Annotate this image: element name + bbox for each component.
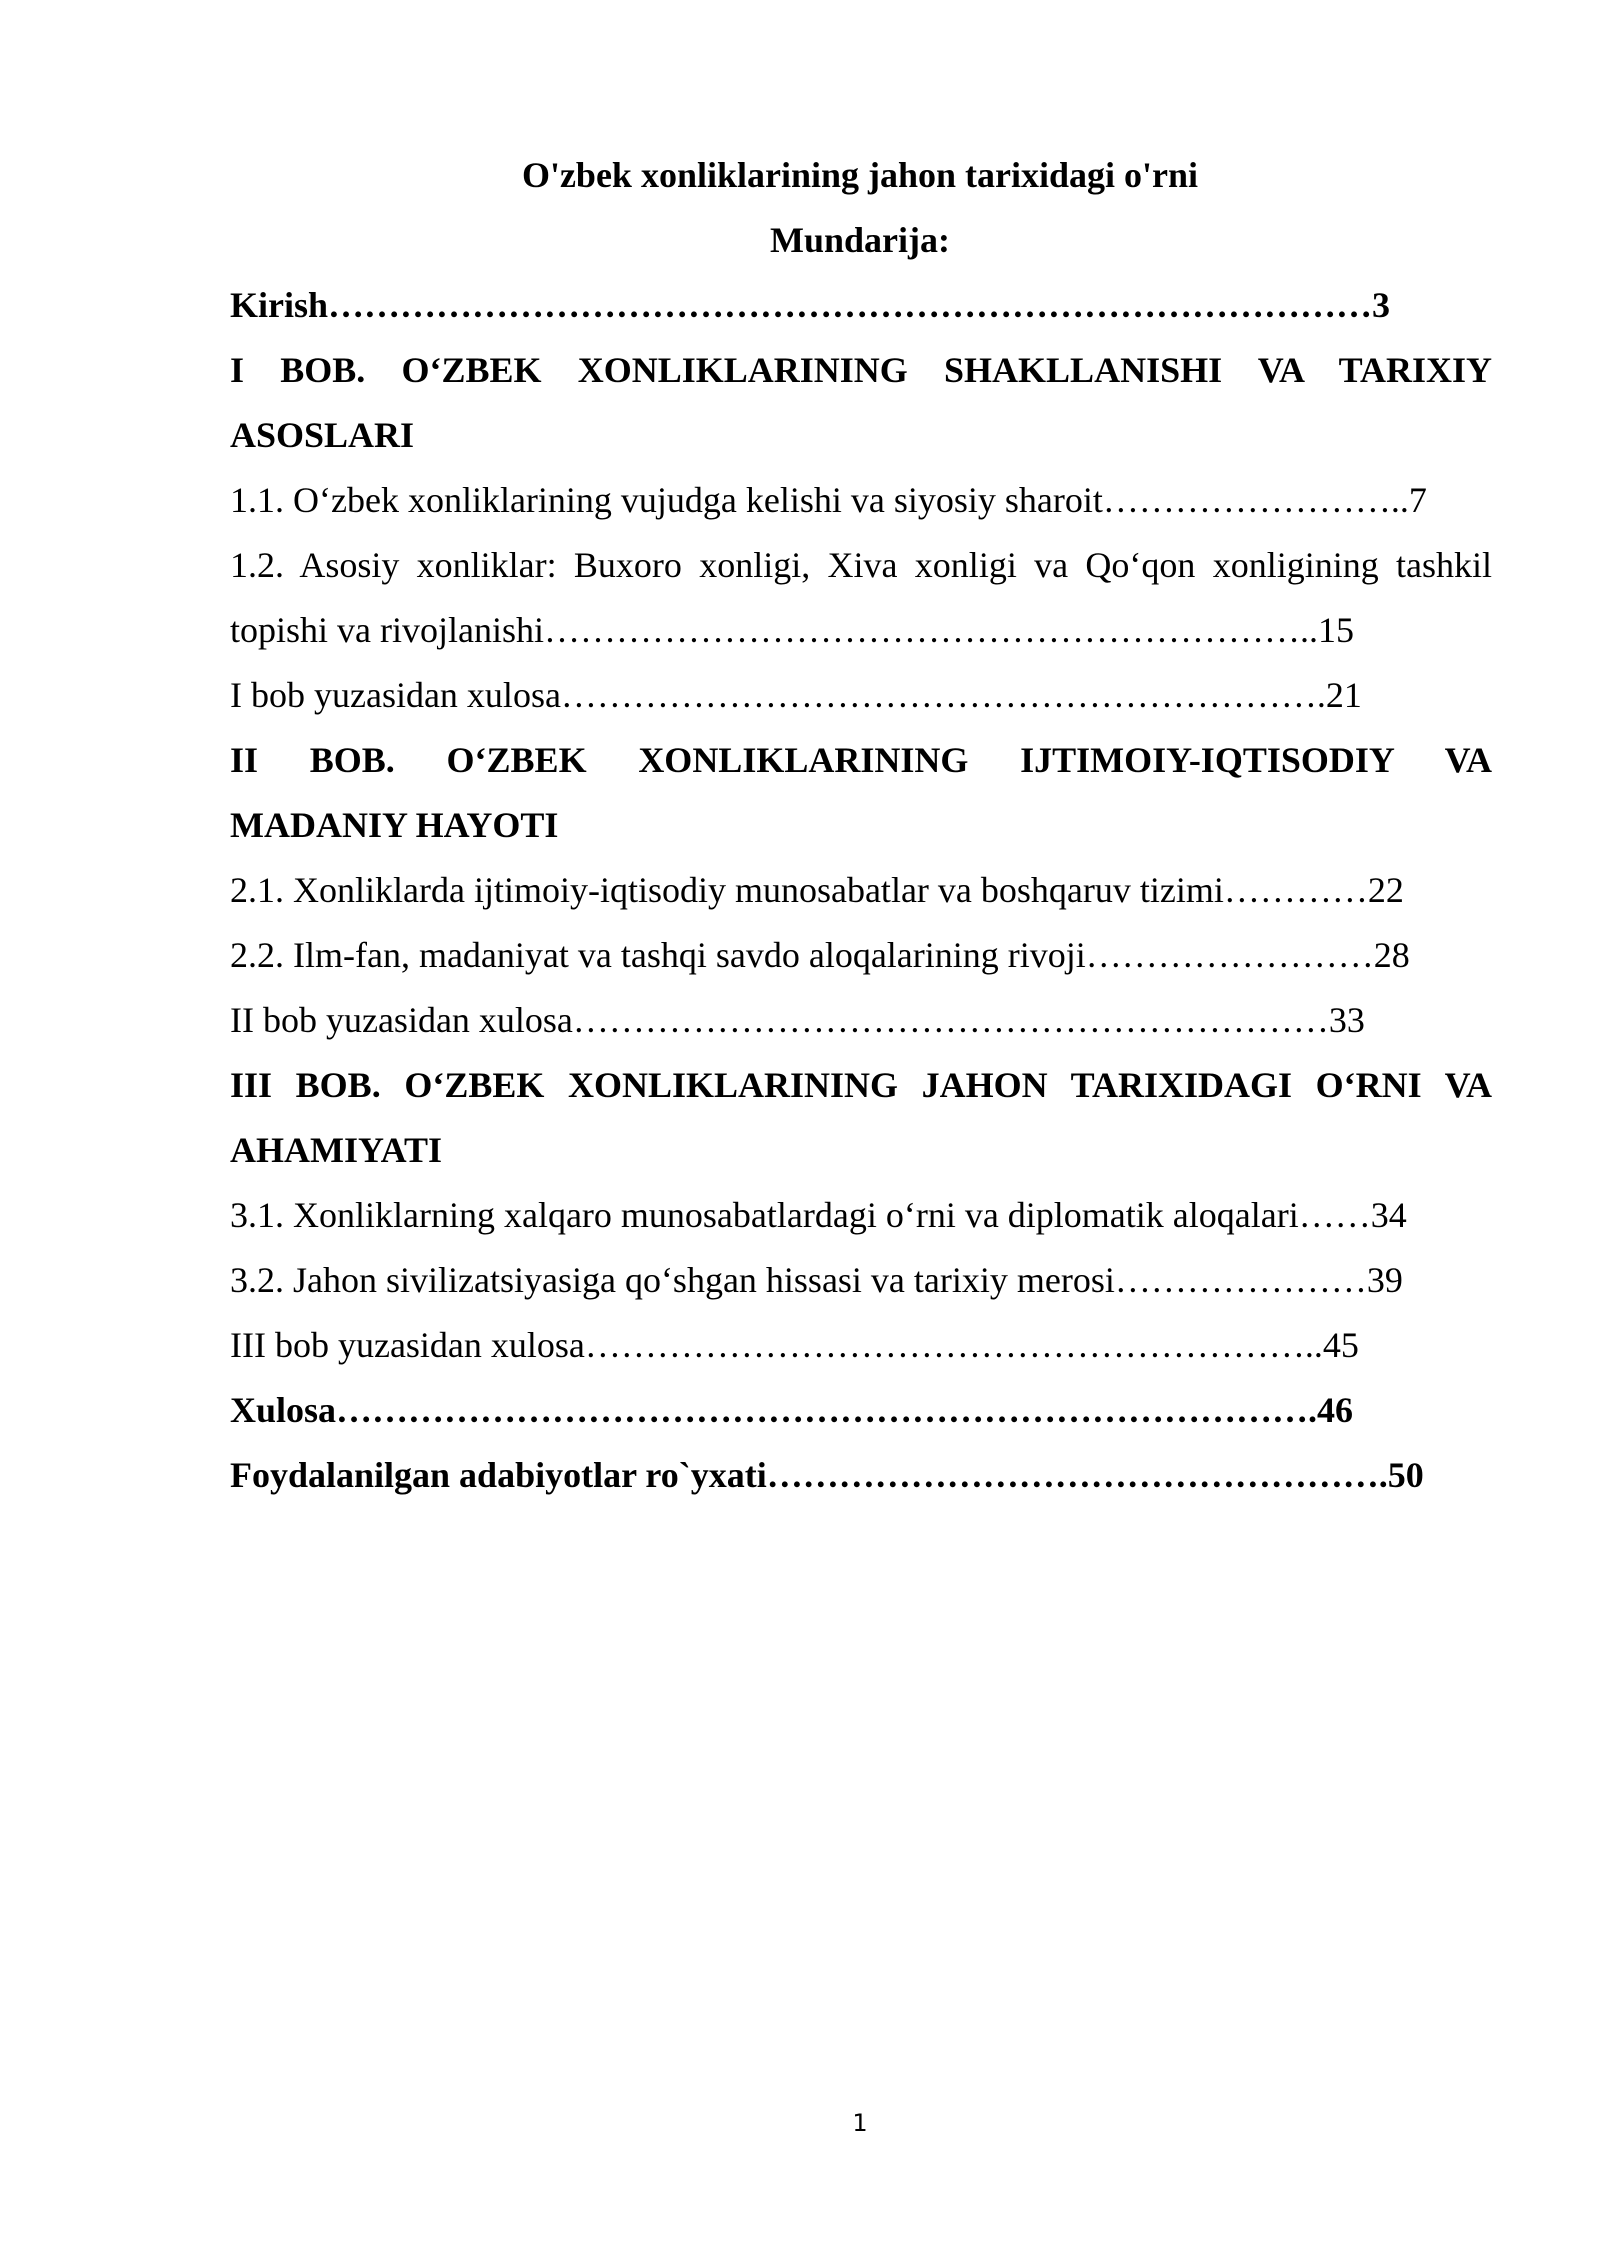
toc-entry-1-1: 1.1. O‘zbek xonliklarining vujudga kelishi va siyosiy sharoit……………………..7 [230,480,1427,520]
toc-chapter-2-line-1: II BOB. O‘ZBEK XONLIKLARINING IJTIMOIY-IQTISODIY VA [230,740,1492,780]
toc-entry-3-2: 3.2. Jahon sivilizatsiyasiga qo‘shgan hissasi va tarixiy merosi…………………39 [230,1260,1403,1300]
toc-entry-chapter-3-summary: III bob yuzasidan xulosa……………………………………………………..45 [230,1325,1359,1365]
toc-entry-1-2-line-1: 1.2. Asosiy xonliklar: Buxoro xonligi, Xiva xonligi va Qo‘qon xonligining tashkil [230,545,1492,585]
page-number: 1 [852,2109,868,2137]
toc-entry-bibliography: Foydalanilgan adabiyotlar ro`yxati…………………………………………….50 [230,1455,1424,1495]
document-title: O'zbek xonliklarining jahon tarixidagi o'rni [521,155,1199,195]
toc-heading: Mundarija: [770,220,950,260]
toc-chapter-1-line-1: I BOB. O‘ZBEK XONLIKLARINING SHAKLLANISHI VA TARIXIY [230,350,1492,390]
toc-chapter-3-line-1: III BOB. O‘ZBEK XONLIKLARINING JAHON TARIXIDAGI O‘RNI VA [230,1065,1492,1105]
toc-chapter-3-line-2: AHAMIYATI [230,1130,443,1170]
toc-entry-1-2-line-2: topishi va rivojlanishi………………………………………………………..15 [230,610,1354,650]
toc-entry-2-2: 2.2. Ilm-fan, madaniyat va tashqi savdo aloqalarining rivoji……………………28 [230,935,1410,975]
toc-entry-chapter-1-summary: I bob yuzasidan xulosa……………………………………………………….21 [230,675,1362,715]
toc-entry-chapter-2-summary: II bob yuzasidan xulosa………………………………………………………33 [230,1000,1365,1040]
toc-chapter-1-line-2: ASOSLARI [230,415,415,455]
toc-entry-kirish: Kirish……………………………………………………………………………3 [230,285,1391,325]
toc-entry-2-1: 2.1. Xonliklarda ijtimoiy-iqtisodiy munosabatlar va boshqaruv tizimi…………22 [230,870,1404,910]
toc-entry-3-1: 3.1. Xonliklarning xalqaro munosabatlardagi o‘rni va diplomatik aloqalari……34 [230,1195,1407,1235]
toc-entry-xulosa: Xulosa……………………………………………………………………….46 [230,1390,1354,1430]
toc-chapter-2-line-2: MADANIY HAYOTI [230,805,559,845]
